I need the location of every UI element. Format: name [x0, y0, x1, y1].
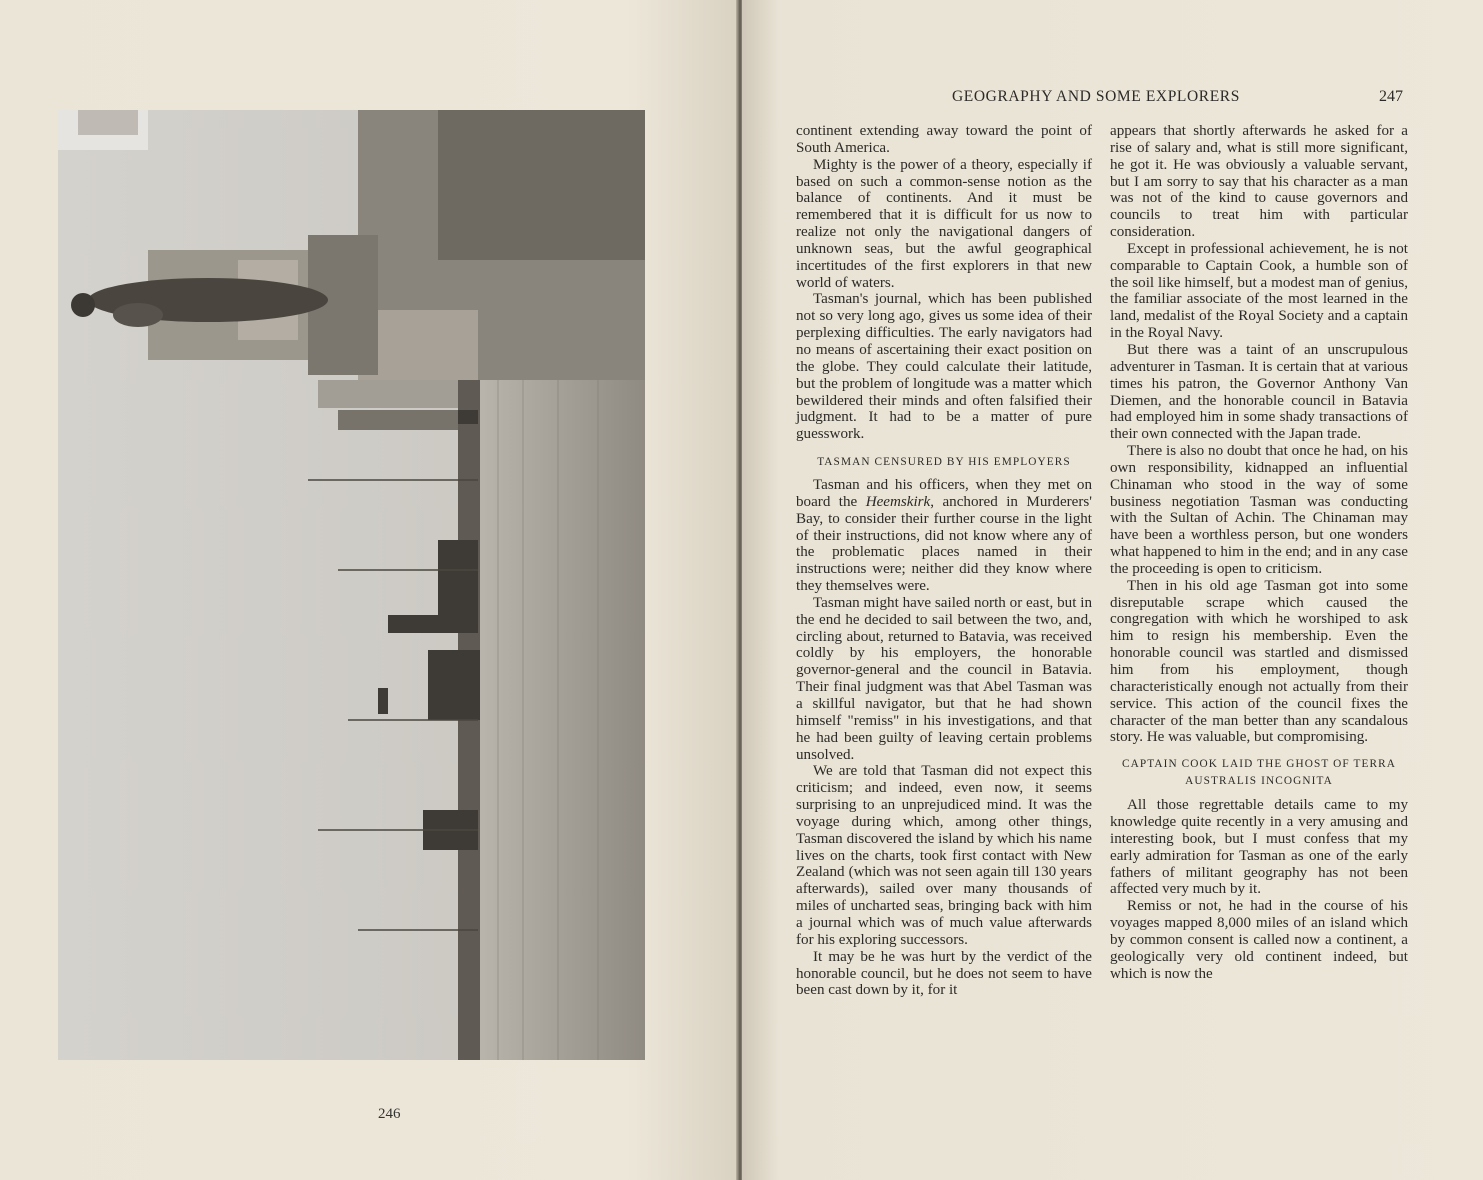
paragraph: All those regrettable details came to my knowledge quite recently in a very amusing and interesting book, but I must confess that my early admiration for Tasman as one of the early fathers of militant geography has not been affected very much by it.	[1110, 797, 1408, 898]
paragraph: Tasman might have sailed north or east, but in the end he decided to sail between the two, and, circling about, returned to Batavia, was received coldly by his employers, the honorable governor-general and the council in Batavia. Their final judgment was that Abel Tasman was a skillful navigator, but that he had shown himself "remiss" in his investigations, and that he had been guilty of leaving certain problems unsolved.	[796, 594, 1092, 763]
left-page	[0, 0, 738, 1180]
text-column-1	[796, 123, 1092, 999]
paragraph: Remiss or not, he had in the course of his voyages mapped 8,000 miles of an island which by common consent is called now a continent, a geologically very old continent indeed, but which is now the	[1110, 898, 1408, 982]
paragraph: It may be he was hurt by the verdict of the honorable council, but he does not seem to have been cast down by it, for it	[796, 948, 1092, 999]
paragraph: Tasman's journal, which has been published not so very long ago, gives us some idea of their perplexing difficulties. The early navigators had no means of ascertaining their exact position on the globe. They could calculate their latitude, but the problem of longitude was a matter which bewildered their minds and often falsified their judgment. It had to be a matter of pure guesswork.	[796, 291, 1092, 443]
paragraph: Mighty is the power of a theory, especially if based on such a common-sense notion as the balance of continents. And it must be remembered that it is difficult for us now to realize not only the navigational dangers of unknown seas, but the awful geographical incertitudes of the first explorers in that new world of waters.	[796, 156, 1092, 291]
paragraph: Except in professional achievement, he is not comparable to Captain Cook, a humble son of the soil like himself, but a modest man of genius, the familiar associate of the most learned in the land, medalist of the Royal Society and a captain in the Royal Navy.	[1110, 240, 1408, 342]
paragraph: Then in his old age Tasman got into some disreputable scrape which caused the congregation with which he worshiped to ask him to resign his membership. Even the honorable council was startled and dismissed him from his employment, though characteristically enough not actually from their service. This action of the council fixes the character of the man better than any scandalous story. He was valuable, but compromising.	[1110, 577, 1408, 746]
paragraph	[796, 477, 1092, 595]
paragraph: continent extending away toward the point of South America.	[796, 123, 1092, 156]
page-number-right: 247	[1379, 88, 1403, 105]
ship-name: Heemskirk	[865, 493, 931, 510]
heading-line: CAPTAIN COOK LAID THE GHOST OF TERRA	[1121, 758, 1397, 771]
suez-canal-statue-image	[58, 110, 645, 1060]
heading-line: AUSTRALIS INCOGNITA	[1185, 775, 1333, 788]
paragraph: There is also no doubt that once he had, on his own responsibility, kidnapped an influential Chinaman who stood in the way of some business negotiation Tasman was conducting with the Sultan of Achin. The Chinaman may have been a worthless person, but one wonders what happened to him in the end; and in any case the proceeding is open to criticism.	[1110, 443, 1408, 577]
paragraph-text: Tasman and his officers, when they met on board the	[796, 477, 1092, 510]
paragraph: appears that shortly afterwards he asked for a rise of salary and, what is still more significant, he got it. He was obviously a valuable servant, but I am sorry to say that his character as a man was not of the kind to cause governors and councils to treat him with particular consideration.	[1110, 123, 1408, 241]
paragraph-text: , anchored in Murderers' Bay, to consider their further course in the light of their instructions, did not know where any of the problematic places named in their instructions were; neither did they know where they themselves were.	[796, 493, 1092, 595]
page-number-left: 246	[378, 1106, 401, 1122]
right-page	[742, 0, 1483, 1180]
running-head: GEOGRAPHY AND SOME EXPLORERS	[952, 88, 1240, 105]
paragraph: We are told that Tasman did not expect this criticism; and indeed, even now, it seems surprising to an unprejudiced mind. It was the voyage during which, among other things, Tasman discovered the island by which his name lives on the charts, took first contact with New Zealand (which was not seen again till 130 years afterwards), sailed over many thousands of miles of uncharted seas, bringing back with him a journal which was of much value afterwards for his exploring successors.	[796, 763, 1092, 948]
paragraph: But there was a taint of an unscrupulous adventurer in Tasman. It is certain that at various times his patron, the Governor Anthony Van Diemen, and the honorable council in Batavia had employed him in some shady transactions of their own connected with the Japan trade.	[1110, 341, 1408, 443]
section-heading	[1110, 756, 1408, 790]
section-heading: TASMAN CENSURED BY HIS EMPLOYERS	[817, 456, 1071, 469]
suez-canal-photo	[58, 110, 645, 1060]
text-column-2	[1110, 123, 1408, 983]
